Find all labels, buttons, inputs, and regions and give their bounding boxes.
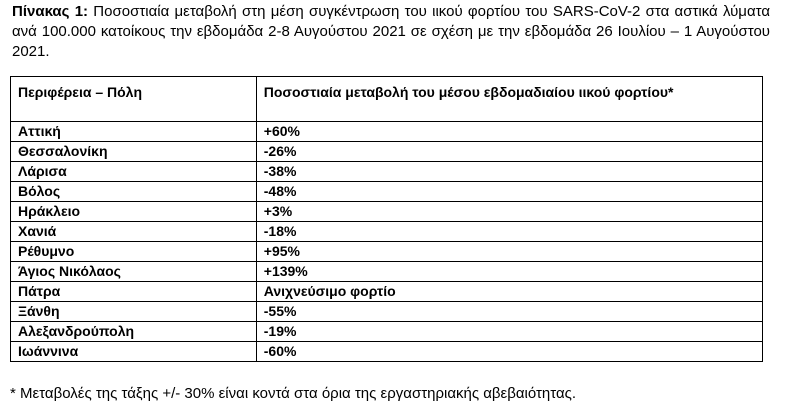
table-row	[11, 282, 763, 302]
change-cell: +60%	[256, 122, 762, 142]
region-cell: Χανιά	[11, 222, 257, 242]
region-cell: Ηράκλειο	[11, 202, 257, 222]
change-cell: +95%	[256, 242, 762, 262]
region-cell: Ιωάννινα	[11, 342, 257, 362]
data-table	[10, 76, 763, 362]
table-row	[11, 142, 763, 162]
table-header-row	[11, 77, 763, 122]
table-row	[11, 342, 763, 362]
table-row	[11, 322, 763, 342]
footnote: * Μεταβολές της τάξης +/- 30% είναι κοντά στα όρια της εργαστηριακής αβεβαιότητας.	[10, 385, 577, 402]
table-body	[11, 122, 763, 362]
table-row	[11, 222, 763, 242]
table-row	[11, 122, 763, 142]
table-row	[11, 242, 763, 262]
region-cell: Θεσσαλονίκη	[11, 142, 257, 162]
table-row	[11, 162, 763, 182]
region-cell: Βόλος	[11, 182, 257, 202]
change-cell: -38%	[256, 162, 762, 182]
column-header-change: Ποσοστιαία μεταβολή του μέσου εβδομαδιαίου ιικού φορτίου*	[256, 77, 762, 122]
change-cell: -60%	[256, 342, 762, 362]
change-cell: +3%	[256, 202, 762, 222]
region-cell: Ξάνθη	[11, 302, 257, 322]
change-cell: -19%	[256, 322, 762, 342]
change-cell: -26%	[256, 142, 762, 162]
change-cell: -55%	[256, 302, 762, 322]
region-cell: Αλεξανδρούπολη	[11, 322, 257, 342]
change-cell: Ανιχνεύσιμο φορτίο	[256, 282, 762, 302]
table-row	[11, 202, 763, 222]
region-cell: Λάρισα	[11, 162, 257, 182]
change-cell: +139%	[256, 262, 762, 282]
table-row	[11, 182, 763, 202]
change-cell: -18%	[256, 222, 762, 242]
region-cell: Ρέθυμνο	[11, 242, 257, 262]
change-cell: -48%	[256, 182, 762, 202]
table-row	[11, 262, 763, 282]
region-cell: Αττική	[11, 122, 257, 142]
column-header-region: Περιφέρεια – Πόλη	[11, 77, 257, 122]
region-cell: Πάτρα	[11, 282, 257, 302]
table-row	[11, 302, 763, 322]
table-caption	[12, 2, 770, 62]
region-cell: Άγιος Νικόλαος	[11, 262, 257, 282]
caption-text: Ποσοστιαία μεταβολή στη μέση συγκέντρωση του ιικού φορτίου του SARS-CoV-2 στα αστικά λύματα ανά 100.000 κατοίκους την εβδομάδα 2-8 Αυγούστου 2021 σε σχέση με την εβδομάδα 26 Ιουλίου – 1 Αυγούστου 2021.	[12, 3, 770, 60]
caption-label: Πίνακας 1:	[12, 3, 89, 20]
